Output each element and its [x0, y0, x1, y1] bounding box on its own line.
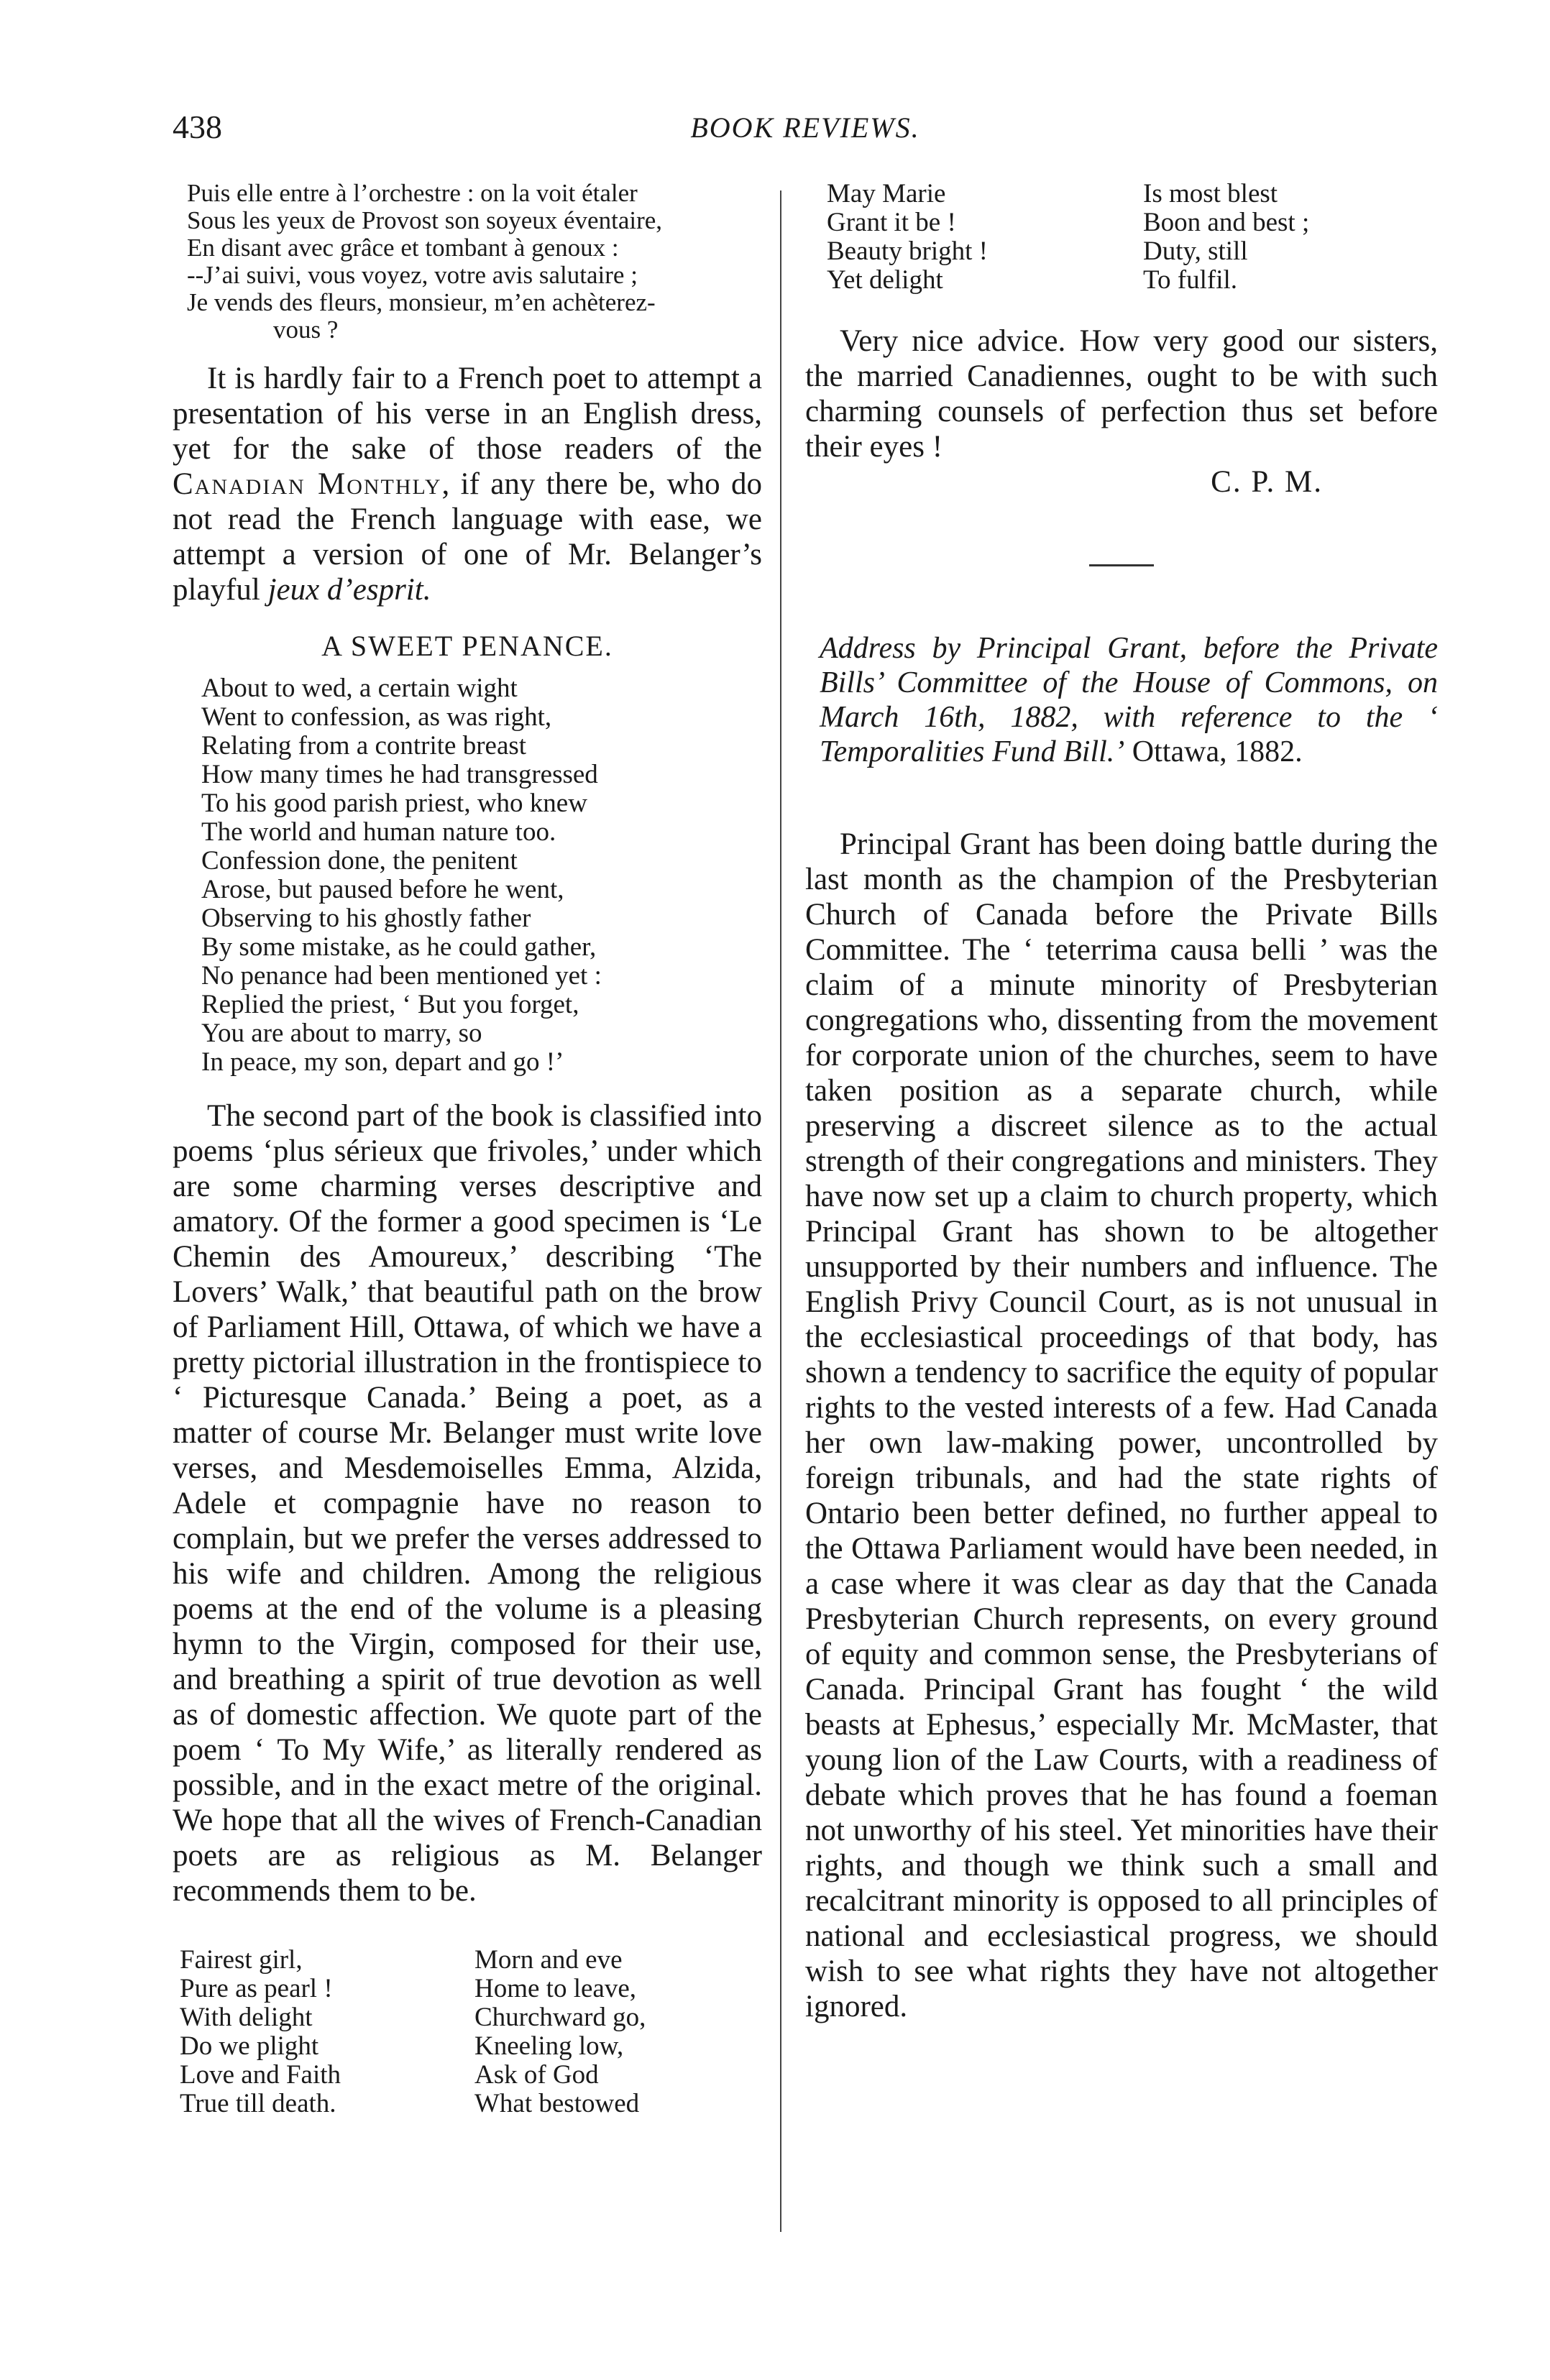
- verse-column: [467, 1946, 762, 2118]
- poem-line: Arose, but paused before he went,: [201, 875, 564, 904]
- verse-line: Kneeling low,: [474, 2031, 624, 2061]
- verse-line: Sous les yeux de Provost son soyeux éventaire,: [187, 206, 663, 234]
- text-run: It is hardly fair to a French poet to attempt a presentation of his verse in an English dress, yet for the sake of those readers of the: [173, 362, 762, 466]
- verse-line: Home to leave,: [474, 1974, 636, 2003]
- paragraph-second-part: The second part of the book is classified into poems ‘plus sérieux que frivoles,’ under which are some charming verses descriptive and amatory. Of the former a good specimen is ‘Le Chemin des Amoureux,’ describing ‘The Lovers’ Walk,’ that beautiful path on the brow of Parliament Hill, Ottawa, of which we have a pretty pictorial illustration in the frontispiece to ‘ Picturesque Canada.’ Being a poet, as a matter of course Mr. Belanger must write love verses, and Mesdemoiselles Emma, Alzida, Adele et compagnie have no reason to complain, but we prefer the verses addressed to his wife and children. Among the religious poems at the end of the volume is a pleasing hymn to the Virgin, composed for their use, and breathing a spirit of true devotion as well as of domestic affection. We quote part of the poem ‘ To My Wife,’ as literally rendered as possible, and in the exact metre of the original. We hope that all the wives of French-Canadian poets are as religious as M. Belanger recommends them to be.: [173, 1099, 762, 1908]
- verse-line: Grant it be !: [827, 208, 956, 237]
- reviewer-signature: C. P. M.: [1211, 465, 1323, 499]
- left-column: [173, 180, 762, 2118]
- poem-line: To his good parish priest, who knew: [201, 789, 587, 818]
- verse-line: Yet delight: [827, 265, 943, 295]
- verse-line: Ask of God: [474, 2060, 599, 2090]
- magazine-name: Canadian Monthly: [173, 467, 442, 501]
- verse-line: Is most blest: [1143, 179, 1278, 208]
- verse-line: Beauty bright !: [827, 236, 989, 266]
- poem-line: No penance had been mentioned yet :: [201, 961, 602, 991]
- poem-title: A SWEET PENANCE.: [321, 630, 613, 662]
- verse-line: Duty, still: [1143, 236, 1248, 266]
- verse-line: Je vends des fleurs, monsieur, m’en achèterez-: [187, 288, 656, 316]
- poem-line: Observing to his ghostly father: [201, 904, 531, 933]
- text-run: , if any there be, who do not read the French language with ease, we attempt a version of one of Mr. Belanger’s playful: [173, 467, 762, 607]
- poem-line: Relating from a contrite breast: [201, 731, 527, 761]
- review-citation: [805, 631, 1438, 769]
- verse-line: --J’ai suivi, vous voyez, votre avis salutaire ;: [187, 261, 638, 289]
- verse-line: vous ?: [273, 316, 339, 344]
- verse-line: Fairest girl,: [180, 1945, 303, 1975]
- section-rule: [1089, 564, 1154, 566]
- poem-line: Confession done, the penitent: [201, 846, 518, 876]
- running-head: BOOK REVIEWS.: [690, 111, 920, 144]
- verse-line: What bestowed: [474, 2089, 640, 2118]
- verse-line: Morn and eve: [474, 1945, 623, 1975]
- poem-line: Replied the priest, ‘ But you forget,: [201, 990, 579, 1019]
- poem-line: In peace, my son, depart and go !’: [201, 1047, 564, 1077]
- citation-title: Address by Principal Grant, before the Private Bills’ Committee of the House of Commons, on March 16th, 1882, with reference to the ‘ Temporalities Fund Bill.’: [820, 632, 1438, 768]
- poem-line: How many times he had transgressed: [201, 760, 598, 789]
- verse-line: Do we plight: [180, 2031, 319, 2061]
- verse-column: [173, 1946, 467, 2118]
- poem-line: The world and human nature too.: [201, 817, 556, 847]
- poem-line: About to wed, a certain wight: [201, 674, 518, 703]
- verse-line: With delight: [180, 2003, 313, 2032]
- paragraph-advice: Very nice advice. How very good our sisters, the married Canadiennes, ought to be with such charming counsels of perfection thus set before their eyes !: [805, 324, 1438, 464]
- verse-line: True till death.: [180, 2089, 336, 2118]
- verse-line: En disant avec grâce et tombant à genoux :: [187, 234, 619, 262]
- citation-place-date: Ottawa, 1882.: [1124, 735, 1303, 768]
- verse-line: Churchward go,: [474, 2003, 646, 2032]
- paragraph-translation-intro: [173, 361, 762, 607]
- verse-line: Love and Faith: [180, 2060, 341, 2090]
- page-header: [173, 108, 1438, 151]
- verse-line: Puis elle entre à l’orchestre : on la voit étaler: [187, 179, 638, 207]
- right-column: [805, 180, 1438, 2024]
- poem-line: Went to confession, as was right,: [201, 702, 552, 732]
- poem-line: By some mistake, as he could gather,: [201, 932, 597, 962]
- verse-line: May Marie: [827, 179, 946, 208]
- verse-column: [1122, 180, 1438, 295]
- page-number: 438: [173, 109, 222, 145]
- verse-line: Pure as pearl !: [180, 1974, 333, 2003]
- paragraph-principal-grant: Principal Grant has been doing battle during the last month as the champion of the Presbyterian Church of Canada before the Private Bills Committee. The ‘ teterrima causa belli ’ was the claim of a minute minority of Presbyterian congregations who, dissenting from the movement for corporate union of the churches, seem to have taken position as a separate church, while preserving a discreet silence as to the actual strength of their congregations and ministers. They have now set up a claim to church property, which Principal Grant has shown to be altogether unsupported by their numbers and influence. The English Privy Council Court, as is not unusual in the ecclesiastical proceedings of that body, has shown a tendency to sacrifice the equity of popular rights to the vested interests of a few. Had Canada her own law-making power, uncontrolled by foreign tribunals, and had the state rights of Ontario been better defined, no further appeal to the Ottawa Parliament would have been needed, in a case where it was clear as day that the Canada Presbyterian Church represents, on every ground of equity and common sense, the Presbyterians of Canada. Principal Grant has fought ‘ the wild beasts at Ephesus,’ especially Mr. McMaster, that young lion of the Law Courts, with a readiness of debate which proves that he has found a foeman not unworthy of his steel. Yet minorities have their rights, and though we think such a small and recalcitrant minority is opposed to all principles of national and ecclesiastical progress, we should wish to see what rights they have not altogether ignored.: [805, 827, 1438, 2023]
- poem-sweet-penance: [201, 674, 762, 1077]
- verse-continuation: [805, 180, 1438, 295]
- poem-line: You are about to marry, so: [201, 1019, 482, 1048]
- verse-column: [805, 180, 1122, 295]
- to-my-wife-verse: [173, 1946, 762, 2118]
- french-verse: [187, 180, 762, 344]
- column-divider: [780, 190, 781, 2232]
- italic-phrase: jeux d’esprit.: [267, 573, 431, 607]
- verse-line: Boon and best ;: [1143, 208, 1310, 237]
- verse-line: To fulfil.: [1143, 265, 1237, 295]
